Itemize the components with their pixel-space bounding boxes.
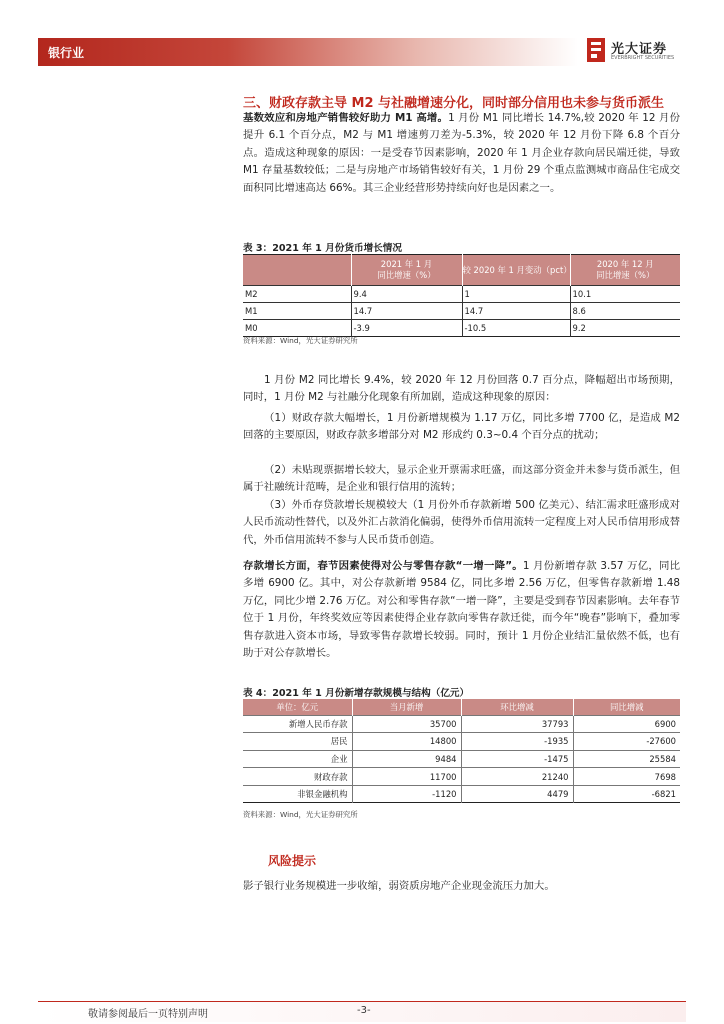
- table-cell: 14.7: [351, 303, 462, 320]
- paragraph-lead: 基数效应和房地产销售较好助力 M1 高增。: [243, 112, 449, 124]
- table-cell: 新增人民币存款: [243, 715, 352, 733]
- paragraph-reason-2: （2）未贴现票据增长较大，显示企业开票需求旺盛，而这部分资金并未参与货币派生，但属于社融统计范畴，是企业和银行信用的流转；: [243, 464, 680, 494]
- page-number: -3-: [357, 1005, 371, 1016]
- table-header-cell: [243, 255, 351, 286]
- industry-label: 银行业: [48, 46, 85, 60]
- table-cell: 37793: [461, 715, 573, 733]
- table-row: [243, 303, 680, 320]
- risk-body: 影子银行业务规模进一步收缩，弱资质房地产企业现金流压力加大。: [243, 880, 555, 892]
- table-row: [243, 750, 680, 768]
- table-header-row: [243, 255, 680, 286]
- table-row: [243, 785, 680, 803]
- table-cell: 9.2: [570, 320, 680, 337]
- table-header-cell: 2021 年 1 月 同比增速（%）: [351, 255, 462, 286]
- table-cell: M0: [243, 320, 351, 337]
- paragraph-m1: [243, 110, 680, 197]
- table-cell: -1120: [352, 785, 461, 803]
- table-row: [243, 715, 680, 733]
- footer-disclaimer: 敬请参阅最后一页特别声明: [88, 1009, 208, 1020]
- table-row: [243, 286, 680, 303]
- logo-mark-icon: [587, 38, 605, 62]
- paragraph-reason-1: （1）财政存款大幅增长，1 月份新增规模为 1.17 万亿，同比多增 7700 亿，是造成 M2 回落的主要原因，财政存款多增部分对 M2 形成约 0.3~0.4 个百分点的扰动；: [243, 412, 680, 442]
- table4-source: 资料来源：Wind，光大证券研究所: [243, 810, 358, 819]
- table-cell: M1: [243, 303, 351, 320]
- table-cell: 4479: [461, 785, 573, 803]
- table-cell: 企业: [243, 750, 352, 768]
- table4-title: 表 4：2021 年 1 月份新增存款规模与结构（亿元）: [243, 688, 470, 699]
- table-cell: 14.7: [462, 303, 570, 320]
- table-cell: 6900: [573, 715, 680, 733]
- paragraph-body: 1 月份 M1 同比增长 14.7%,较 2020 年 12 月份提升 6.1 个百分点，M2 与 M1 增速剪刀差为-5.3%，较 2020 年 12 月份下降 6.8 个百分点。造成这种现象的原因：一是受春节因素影响，2020 年 1 月企业存款向居民端迁徙，导致 M1 存量基数较低；二是与房地产市场销售较好有关，1 月份 29 个重点监测城市商品住宅成交面积同比增速高达 66%。其三企业经营形势持续向好也是因素之一。: [243, 112, 680, 194]
- table-cell: 9.4: [351, 286, 462, 303]
- table-cell: -27600: [573, 733, 680, 751]
- table-cell: -10.5: [462, 320, 570, 337]
- section-title: 三、财政存款主导 M2 与社融增速分化，同时部分信用也未参与货币派生: [243, 96, 665, 111]
- table-cell: 25584: [573, 750, 680, 768]
- table-header-cell: 环比增减: [461, 699, 573, 715]
- table-cell: 9484: [352, 750, 461, 768]
- table-header-cell: 单位：亿元: [243, 699, 352, 715]
- table-cell: -3.9: [351, 320, 462, 337]
- table-cell: -6821: [573, 785, 680, 803]
- table-cell: 财政存款: [243, 768, 352, 786]
- table-header-row: [243, 699, 680, 715]
- table-row: [243, 733, 680, 751]
- table-cell: -1935: [461, 733, 573, 751]
- table-cell: 14800: [352, 733, 461, 751]
- table-header-cell: 较 2020 年 1 月变动（pct）: [462, 255, 570, 286]
- table-cell: -1475: [461, 750, 573, 768]
- header-bar: [38, 38, 578, 66]
- table-cell: 非银金融机构: [243, 785, 352, 803]
- table-cell: 居民: [243, 733, 352, 751]
- paragraph-reason-3: （3）外币存贷款增长规模较大（1 月份外币存款新增 500 亿美元）、结汇需求旺盛形成对人民币流动性替代，以及外汇占款消化偏弱，使得外币信用流转一定程度上对人民币信用形成替代，外币信用流转不参与人民币货币创造。: [243, 499, 680, 546]
- table-header-cell: 同比增减: [573, 699, 680, 715]
- table3-source: 资料来源：Wind，光大证券研究所: [243, 336, 358, 345]
- table-header-cell: 当月新增: [352, 699, 461, 715]
- logo-subtext: EVERBRIGHT SECURITIES: [611, 55, 675, 61]
- table-cell: 21240: [461, 768, 573, 786]
- table-cell: 1: [462, 286, 570, 303]
- table-header-cell: 2020 年 12 月 同比增速（%）: [570, 255, 680, 286]
- paragraph-lead: 存款增长方面，春节因素使得对公与零售存款“一增一降”。: [243, 560, 523, 572]
- table-cell: 7698: [573, 768, 680, 786]
- table-cell: 11700: [352, 768, 461, 786]
- logo-text: 光大证券: [611, 42, 668, 57]
- money-growth-table: [243, 254, 680, 337]
- table-cell: M2: [243, 286, 351, 303]
- company-logo: [587, 36, 687, 66]
- paragraph-body: 1 月份新增存款 3.57 万亿，同比多增 6900 亿。其中，对公存款新增 9584 亿，同比多增 2.56 万亿，但零售存款新增 1.48 万亿，同比少增 2.76 万亿。对公和零售存款“一增一降”，主要是受到春节因素影响。去年春节位于 1 月份，年终奖效应等因素使得企业存款向零售存款迁徙，而今年“晚春”影响下，叠加零售存款进入资本市场，导致零售存款增长较弱。同时，预计 1 月份企业结汇量依然不低，也有助于对公存款增长。: [243, 560, 681, 660]
- paragraph-m2: 1 月份 M2 同比增长 9.4%，较 2020 年 12 月份回落 0.7 百分点，降幅超出市场预期，同时，1 月份 M2 与社融分化现象有所加剧，造成这种现象的原因：: [243, 374, 680, 404]
- table-row: [243, 320, 680, 337]
- table-cell: 10.1: [570, 286, 680, 303]
- risk-title: 风险提示: [268, 854, 317, 868]
- table-row: [243, 768, 680, 786]
- table3-title: 表 3：2021 年 1 月份货币增长情况: [243, 243, 402, 254]
- table-cell: 8.6: [570, 303, 680, 320]
- table-cell: 35700: [352, 715, 461, 733]
- deposit-structure-table: [243, 699, 680, 803]
- paragraph-deposits: [243, 558, 680, 662]
